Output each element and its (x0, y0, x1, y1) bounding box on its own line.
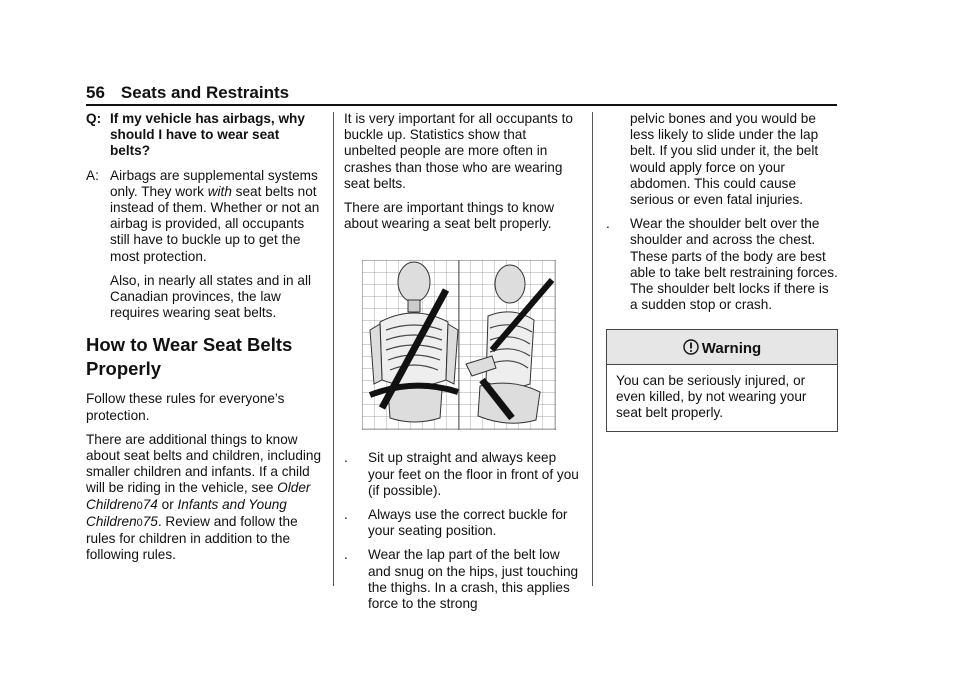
paragraph-2-or: or (157, 496, 178, 512)
bullet-item (606, 216, 838, 313)
paragraph-2-end: . Review and follow the rules for children in addition to the following rules. (86, 513, 298, 563)
paragraph-2-text: There are additional things to know about seat belts and children, including smaller children and infants. If a child will be riding in the vehicle, see (86, 431, 322, 496)
warning-icon (683, 339, 699, 355)
continued-text: pelvic bones and you would be less likely to slide under the lap belt. If you slid under it, the belt would apply force on your abdomen. This could cause serious or even fatal injuries. (630, 111, 819, 208)
question-label: Q: (86, 111, 102, 126)
bullet-mark: . (344, 507, 348, 523)
col2-paragraph-1: It is very important for all occupants to buckle up. Statistics show that unbelted people are more often in crashes than those who are wearing seat belts. (344, 111, 573, 191)
bullet-mark: . (606, 216, 610, 232)
seat-belt-illustration (362, 260, 556, 430)
answer-text-emphasis: with (207, 183, 232, 199)
warning-header (607, 330, 837, 364)
column-divider-1 (333, 112, 334, 586)
page-number: 56 (86, 83, 105, 102)
header-rule (86, 104, 837, 106)
question-text: If my vehicle has airbags, why should I have to wear seat belts? (110, 111, 305, 159)
column-divider-2 (592, 112, 593, 586)
answer-text-pre: Airbags are supplemental systems only. They work (110, 167, 318, 199)
ref-page-75[interactable]: 75 (142, 513, 158, 529)
bullet-text: Always use the correct buckle for your seating position. (368, 507, 568, 539)
answer-text-2: Also, in nearly all states and in all Canadian provinces, the law requires wearing seat belts. (110, 272, 311, 321)
answer-label: A: (86, 167, 99, 183)
warning-title: Warning (701, 340, 762, 358)
page-ref-arrow-icon: 0 (136, 516, 143, 529)
page-ref-arrow-icon: 0 (136, 499, 143, 512)
warning-box (606, 329, 838, 432)
ref-page-74[interactable]: 74 (142, 496, 158, 512)
warning-text: You can be seriously injured, or even killed, by not wearing your seat belt properly. (616, 372, 807, 421)
section-title: Seats and Restraints (120, 83, 290, 102)
col2-paragraph-2: There are important things to know about wearing a seat belt properly. (344, 200, 555, 232)
skeleton-belt-figure (362, 260, 556, 430)
answer (86, 168, 322, 265)
page-header (86, 83, 289, 103)
ref-infants-link[interactable]: Infants and Young Children (86, 496, 287, 529)
bullet-item (344, 547, 580, 612)
paragraph-2 (86, 432, 322, 564)
bullet-text: Wear the lap part of the belt low and snug on the hips, just touching the thighs. In a crash, this applies force to the strong (368, 547, 579, 612)
bullet-item (344, 450, 580, 499)
question (86, 111, 322, 160)
answer-text-post: seat belts not instead of them. Whether or not an airbag is provided, all occupants still have to buckle up to get the most protection. (110, 183, 320, 264)
bullet-text: Wear the shoulder belt over the shoulder and across the chest. These parts of the body are best able to take belt restraining forces. The shoulder belt locks if there is a sudden stop or crash. (630, 216, 838, 313)
ref-older-children-link[interactable]: Older Children (86, 480, 311, 512)
section-heading: How to Wear Seat Belts Properly (86, 334, 293, 380)
column-2 (344, 111, 580, 620)
column-1 (86, 111, 322, 571)
bullet-item (344, 507, 580, 539)
bullet-mark: . (344, 547, 348, 563)
column-3 (606, 111, 838, 432)
answer-text (110, 168, 322, 265)
bullet-mark: . (344, 450, 348, 466)
bullet-text: Sit up straight and always keep your feet on the floor in front of you (if possible). (368, 450, 579, 498)
paragraph-1: Follow these rules for everyone’s protection. (86, 391, 285, 423)
